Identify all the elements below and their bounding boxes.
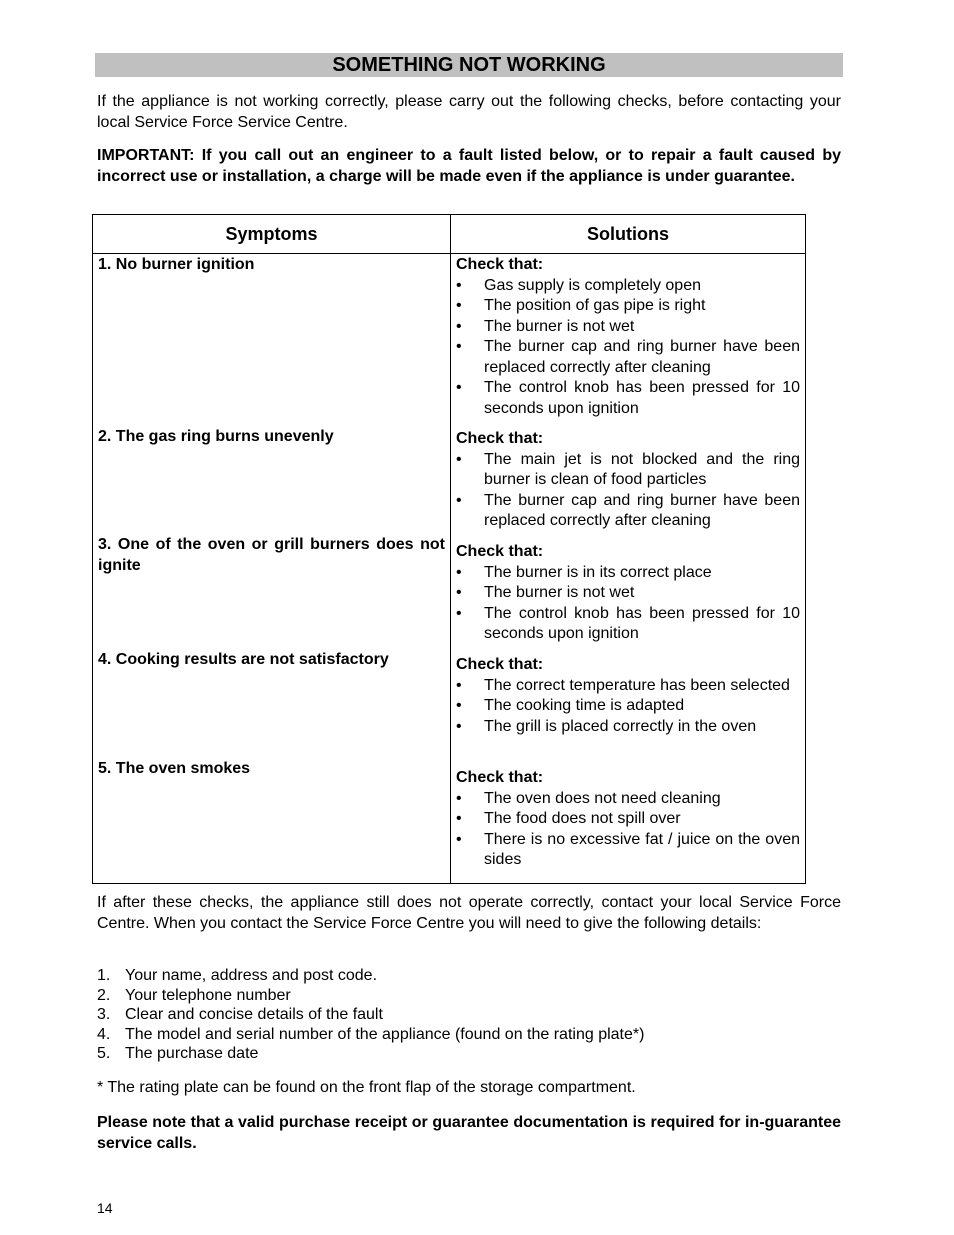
list-text: Your telephone number <box>125 986 291 1004</box>
list-item: • There is no excessive fat / juice on the oven sides <box>456 830 800 871</box>
list-number: 1. <box>97 967 111 984</box>
after-checks-paragraph: If after these checks, the appliance still does not operate correctly, contact your local Service Force Centre. When you contact the Service Force Centre you will need to give the following details: <box>97 894 841 932</box>
symptoms-column <box>93 254 451 884</box>
solution-3 <box>456 542 800 655</box>
check-that-label: Check that: <box>456 256 544 273</box>
rating-plate-note: * The rating plate can be found on the front flap of the storage compartment. <box>97 1079 636 1096</box>
check-that-label: Check that: <box>456 656 544 673</box>
symptom-4: 4. Cooking results are not satisfactory <box>98 651 389 668</box>
symptom-2: 2. The gas ring burns unevenly <box>98 428 334 445</box>
list-item: • The correct temperature has been selected <box>456 676 800 697</box>
solution-5 <box>456 768 800 883</box>
list-item: • The oven does not need cleaning <box>456 789 800 810</box>
list-item: • The burner cap and ring burner have been replaced correctly after cleaning <box>456 337 800 378</box>
solution-list <box>456 563 800 645</box>
list-item <box>97 1005 841 1025</box>
list-item: • The food does not spill over <box>456 809 800 830</box>
list-text: The model and serial number of the appliance (found on the rating plate*) <box>125 1025 645 1043</box>
fault-table-header <box>93 215 806 254</box>
solution-list <box>456 789 800 871</box>
list-item: • The grill is placed correctly in the oven <box>456 717 800 738</box>
important-notice: IMPORTANT: If you call out an engineer to a fault listed below, or to repair a fault caused by incorrect use or installation, a charge will be made even if the appliance is under guarantee. <box>97 147 841 185</box>
list-item: • The position of gas pipe is right <box>456 296 800 317</box>
list-item: • The control knob has been pressed for 10 seconds upon ignition <box>456 378 800 419</box>
list-item <box>97 986 841 1006</box>
list-number: 4. <box>97 1025 111 1043</box>
list-item: • The main jet is not blocked and the ring burner is clean of food particles <box>456 450 800 491</box>
list-item <box>97 966 841 986</box>
list-text: Clear and concise details of the fault <box>125 1006 383 1023</box>
list-item: • The cooking time is adapted <box>456 696 800 717</box>
list-number: 5. <box>97 1045 111 1062</box>
fault-table-body <box>93 254 806 884</box>
solution-4 <box>456 655 800 768</box>
solution-list <box>456 676 800 738</box>
check-that-label: Check that: <box>456 769 544 786</box>
solution-list <box>456 276 800 420</box>
list-item <box>97 1025 841 1045</box>
check-that-label: Check that: <box>456 543 544 560</box>
solution-1 <box>456 255 800 429</box>
solutions-header: Solutions <box>451 215 806 254</box>
list-item: • The burner cap and ring burner have been replaced correctly after cleaning <box>456 491 800 532</box>
list-item: • The burner is not wet <box>456 583 800 604</box>
list-item: • The burner is in its correct place <box>456 563 800 584</box>
list-item: • Gas supply is completely open <box>456 276 800 297</box>
solution-2 <box>456 429 800 542</box>
symptom-3: 3. One of the oven or grill burners does not ignite <box>98 536 445 574</box>
list-number: 2. <box>97 986 111 1004</box>
list-item: • The burner is not wet <box>456 317 800 338</box>
solutions-column <box>451 254 806 884</box>
list-number: 3. <box>97 1006 111 1023</box>
symptom-1: 1. No burner ignition <box>98 256 255 273</box>
list-text: Your name, address and post code. <box>125 967 378 984</box>
list-text: The purchase date <box>125 1045 259 1062</box>
page-number: 14 <box>97 1200 113 1216</box>
details-list <box>97 966 841 1064</box>
fault-table <box>92 214 806 884</box>
receipt-notice: Please note that a valid purchase receipt or guarantee documentation is required for in-guarantee service calls. <box>97 1114 841 1152</box>
intro-paragraph: If the appliance is not working correctly, please carry out the following checks, before contacting your local Service Force Service Centre. <box>97 93 841 131</box>
check-that-label: Check that: <box>456 430 544 447</box>
symptom-5: 5. The oven smokes <box>98 760 251 777</box>
symptoms-header: Symptoms <box>93 215 451 254</box>
list-item: • The control knob has been pressed for 10 seconds upon ignition <box>456 604 800 645</box>
page-title: SOMETHING NOT WORKING <box>95 53 843 77</box>
list-item <box>97 1044 841 1064</box>
solution-list <box>456 450 800 532</box>
